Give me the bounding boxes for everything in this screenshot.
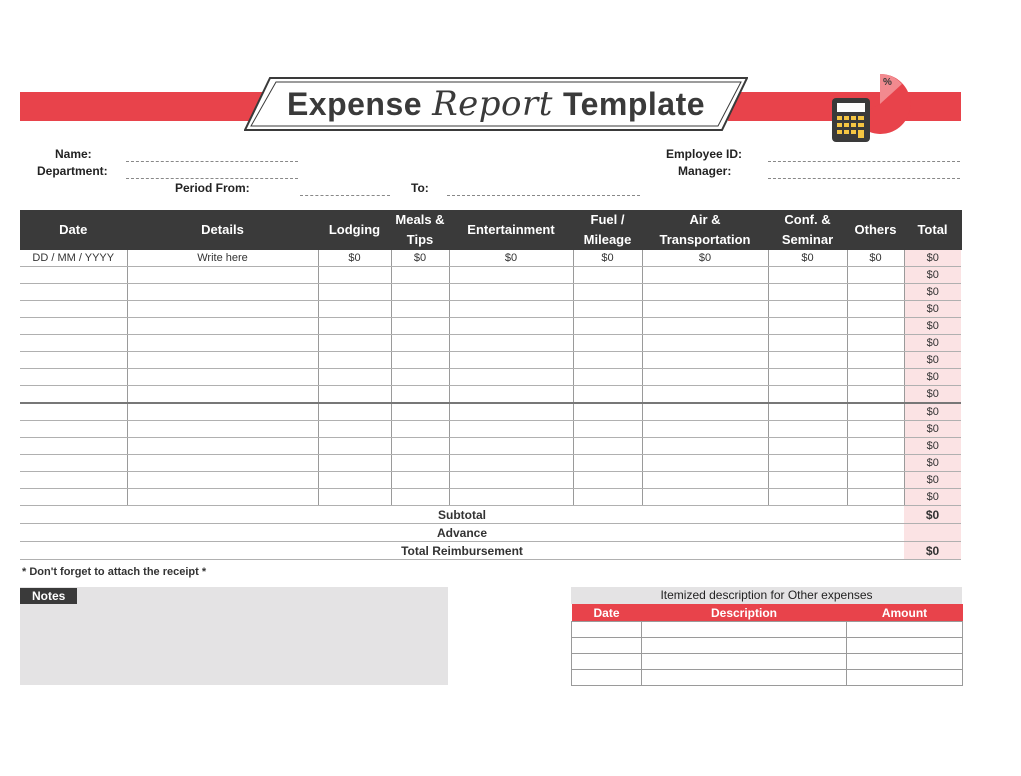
itemized-column-header: Description (642, 604, 847, 622)
date-cell[interactable] (20, 421, 127, 438)
subtotal-label: Subtotal (20, 506, 904, 524)
date-cell[interactable] (20, 267, 127, 284)
date-cell[interactable] (20, 472, 127, 489)
notes-label: Notes (20, 588, 77, 604)
entertainment-cell[interactable] (449, 472, 573, 489)
transportation-cell[interactable] (642, 369, 768, 386)
entertainment-cell[interactable] (449, 369, 573, 386)
itemized-row (572, 670, 963, 686)
entertainment-cell[interactable] (449, 267, 573, 284)
meals-cell[interactable] (391, 489, 449, 506)
meals-cell[interactable] (391, 267, 449, 284)
itemized-cell[interactable] (642, 638, 847, 654)
svg-text:%: % (883, 77, 892, 88)
column-header: Others (847, 210, 904, 250)
conference-cell[interactable] (768, 472, 847, 489)
receipt-reminder: * Don't forget to attach the receipt * (22, 566, 207, 578)
itemized-title: Itemized description for Other expenses (571, 587, 962, 604)
date-cell[interactable] (20, 369, 127, 386)
others-cell[interactable] (847, 318, 904, 335)
period-from-label: Period From: (175, 181, 250, 195)
column-header: Lodging (318, 210, 391, 250)
fuel-cell[interactable] (573, 455, 642, 472)
conference-cell[interactable] (768, 335, 847, 352)
entertainment-cell[interactable] (449, 318, 573, 335)
total-cell: $0 (904, 403, 961, 421)
table-row (20, 386, 961, 404)
entertainment-cell[interactable] (449, 386, 573, 404)
department-field[interactable] (126, 178, 298, 179)
transportation-cell[interactable] (642, 301, 768, 318)
meals-cell[interactable] (391, 318, 449, 335)
date-cell[interactable] (20, 386, 127, 404)
meals-cell[interactable] (391, 369, 449, 386)
meals-cell[interactable] (391, 284, 449, 301)
total-cell: $0 (904, 472, 961, 489)
conference-cell[interactable]: $0 (768, 250, 847, 267)
others-cell[interactable] (847, 438, 904, 455)
others-cell[interactable] (847, 369, 904, 386)
fuel-cell[interactable] (573, 335, 642, 352)
lodging-cell[interactable] (318, 267, 391, 284)
table-row (20, 284, 961, 301)
details-cell[interactable] (127, 421, 318, 438)
itemized-column-header: Amount (847, 604, 963, 622)
table-row (20, 438, 961, 455)
total-cell: $0 (904, 386, 961, 404)
others-cell[interactable] (847, 284, 904, 301)
lodging-cell[interactable] (318, 489, 391, 506)
advance-row (20, 524, 961, 542)
table-row (20, 301, 961, 318)
column-header: Entertainment (449, 210, 573, 250)
expense-table (20, 210, 962, 560)
itemized-row (572, 654, 963, 670)
entertainment-cell[interactable] (449, 301, 573, 318)
manager-label: Manager: (678, 164, 732, 178)
transportation-cell[interactable] (642, 335, 768, 352)
name-label: Name: (55, 147, 92, 161)
details-cell[interactable] (127, 369, 318, 386)
to-label: To: (411, 181, 429, 195)
itemized-cell[interactable] (572, 622, 642, 638)
entertainment-cell[interactable] (449, 438, 573, 455)
page-title: Expense Report Template (286, 84, 706, 124)
date-cell[interactable] (20, 352, 127, 369)
fuel-cell[interactable] (573, 284, 642, 301)
others-cell[interactable] (847, 301, 904, 318)
itemized-cell[interactable] (642, 670, 847, 686)
transportation-cell[interactable] (642, 318, 768, 335)
conference-cell[interactable] (768, 267, 847, 284)
meals-cell[interactable] (391, 335, 449, 352)
itemized-table (571, 604, 963, 686)
total-cell: $0 (904, 438, 961, 455)
lodging-cell[interactable] (318, 369, 391, 386)
lodging-cell[interactable] (318, 284, 391, 301)
transportation-cell[interactable] (642, 284, 768, 301)
details-cell[interactable] (127, 301, 318, 318)
date-cell[interactable] (20, 403, 127, 421)
itemized-cell[interactable] (847, 670, 963, 686)
total-cell: $0 (904, 318, 961, 335)
table-row (20, 267, 961, 284)
transportation-cell[interactable] (642, 421, 768, 438)
lodging-cell[interactable] (318, 455, 391, 472)
itemized-cell[interactable] (572, 654, 642, 670)
itemized-column-header: Date (572, 604, 642, 622)
entertainment-cell[interactable]: $0 (449, 250, 573, 267)
table-row (20, 455, 961, 472)
total-cell: $0 (904, 301, 961, 318)
itemized-cell[interactable] (847, 654, 963, 670)
lodging-cell[interactable] (318, 421, 391, 438)
meals-cell[interactable] (391, 472, 449, 489)
others-cell[interactable] (847, 421, 904, 438)
meals-cell[interactable] (391, 352, 449, 369)
transportation-cell[interactable]: $0 (642, 250, 768, 267)
lodging-cell[interactable] (318, 301, 391, 318)
transportation-cell[interactable] (642, 455, 768, 472)
details-cell[interactable] (127, 386, 318, 404)
total-cell: $0 (904, 335, 961, 352)
meals-cell[interactable] (391, 403, 449, 421)
table-row (20, 421, 961, 438)
conference-cell[interactable] (768, 421, 847, 438)
details-cell[interactable]: Write here (127, 250, 318, 267)
others-cell[interactable] (847, 472, 904, 489)
advance-label: Advance (20, 524, 904, 542)
meals-cell[interactable] (391, 386, 449, 404)
itemized-cell[interactable] (847, 638, 963, 654)
transportation-cell[interactable] (642, 352, 768, 369)
total-cell: $0 (904, 421, 961, 438)
fuel-cell[interactable] (573, 352, 642, 369)
fuel-cell[interactable] (573, 267, 642, 284)
column-header: Conf. & Seminar (768, 210, 847, 250)
lodging-cell[interactable]: $0 (318, 250, 391, 267)
others-cell[interactable] (847, 455, 904, 472)
advance-value[interactable] (904, 524, 961, 542)
title-stripe-left (20, 92, 270, 121)
lodging-cell[interactable] (318, 403, 391, 421)
table-row (20, 318, 961, 335)
conference-cell[interactable] (768, 403, 847, 421)
transportation-cell[interactable] (642, 438, 768, 455)
itemized-cell[interactable] (572, 670, 642, 686)
table-row (20, 403, 961, 421)
date-cell[interactable] (20, 318, 127, 335)
table-row (20, 352, 961, 369)
date-cell[interactable] (20, 335, 127, 352)
table-row (20, 250, 961, 267)
details-cell[interactable] (127, 438, 318, 455)
transportation-cell[interactable] (642, 386, 768, 404)
itemized-row (572, 638, 963, 654)
period-from-field[interactable] (300, 195, 390, 196)
column-header: Air & Transportation (642, 210, 768, 250)
table-header-row (20, 210, 961, 250)
period-to-field[interactable] (447, 195, 640, 196)
notes-area[interactable] (20, 587, 448, 685)
others-cell[interactable] (847, 403, 904, 421)
details-cell[interactable] (127, 335, 318, 352)
conference-cell[interactable] (768, 489, 847, 506)
column-header: Meals & Tips (391, 210, 449, 250)
manager-field[interactable] (768, 178, 960, 179)
total-cell: $0 (904, 284, 961, 301)
others-cell[interactable] (847, 267, 904, 284)
others-cell[interactable] (847, 386, 904, 404)
lodging-cell[interactable] (318, 386, 391, 404)
employee-id-field[interactable] (768, 161, 960, 162)
date-cell[interactable] (20, 489, 127, 506)
date-cell[interactable] (20, 301, 127, 318)
lodging-cell[interactable] (318, 352, 391, 369)
date-cell[interactable] (20, 438, 127, 455)
meals-cell[interactable] (391, 301, 449, 318)
others-cell[interactable] (847, 489, 904, 506)
conference-cell[interactable] (768, 318, 847, 335)
details-cell[interactable] (127, 318, 318, 335)
date-cell[interactable] (20, 284, 127, 301)
entertainment-cell[interactable] (449, 421, 573, 438)
meals-cell[interactable] (391, 421, 449, 438)
others-cell[interactable] (847, 335, 904, 352)
transportation-cell[interactable] (642, 489, 768, 506)
calculator-chart-icon (830, 70, 912, 150)
fuel-cell[interactable] (573, 472, 642, 489)
lodging-cell[interactable] (318, 438, 391, 455)
itemized-cell[interactable] (642, 654, 847, 670)
total-cell: $0 (904, 455, 961, 472)
column-header: Fuel / Mileage (573, 210, 642, 250)
details-cell[interactable] (127, 267, 318, 284)
entertainment-cell[interactable] (449, 403, 573, 421)
fuel-cell[interactable] (573, 301, 642, 318)
total-reimbursement-row (20, 542, 961, 560)
fuel-cell[interactable] (573, 318, 642, 335)
fuel-cell[interactable] (573, 369, 642, 386)
details-cell[interactable] (127, 352, 318, 369)
total-cell: $0 (904, 489, 961, 506)
entertainment-cell[interactable] (449, 335, 573, 352)
itemized-header-row (572, 604, 963, 622)
column-header: Details (127, 210, 318, 250)
meals-cell[interactable] (391, 438, 449, 455)
entertainment-cell[interactable] (449, 284, 573, 301)
itemized-cell[interactable] (572, 638, 642, 654)
subtotal-row (20, 506, 961, 524)
fuel-cell[interactable] (573, 438, 642, 455)
transportation-cell[interactable] (642, 403, 768, 421)
table-row (20, 335, 961, 352)
conference-cell[interactable] (768, 438, 847, 455)
column-header: Total (904, 210, 961, 250)
total-reimbursement-value: $0 (904, 542, 961, 560)
entertainment-cell[interactable] (449, 455, 573, 472)
entertainment-cell[interactable] (449, 489, 573, 506)
transportation-cell[interactable] (642, 472, 768, 489)
fuel-cell[interactable] (573, 403, 642, 421)
table-row (20, 472, 961, 489)
conference-cell[interactable] (768, 284, 847, 301)
lodging-cell[interactable] (318, 318, 391, 335)
total-reimbursement-label: Total Reimbursement (20, 542, 904, 560)
date-cell[interactable] (20, 455, 127, 472)
details-cell[interactable] (127, 455, 318, 472)
table-row (20, 369, 961, 386)
subtotal-value: $0 (904, 506, 961, 524)
transportation-cell[interactable] (642, 267, 768, 284)
total-cell: $0 (904, 369, 961, 386)
fuel-cell[interactable] (573, 421, 642, 438)
conference-cell[interactable] (768, 386, 847, 404)
fuel-cell[interactable]: $0 (573, 250, 642, 267)
fuel-cell[interactable] (573, 489, 642, 506)
lodging-cell[interactable] (318, 335, 391, 352)
details-cell[interactable] (127, 472, 318, 489)
meals-cell[interactable]: $0 (391, 250, 449, 267)
name-field[interactable] (126, 161, 298, 162)
fuel-cell[interactable] (573, 386, 642, 404)
conference-cell[interactable] (768, 352, 847, 369)
conference-cell[interactable] (768, 369, 847, 386)
details-cell[interactable] (127, 489, 318, 506)
table-row (20, 489, 961, 506)
conference-cell[interactable] (768, 455, 847, 472)
others-cell[interactable] (847, 352, 904, 369)
details-cell[interactable] (127, 403, 318, 421)
others-cell[interactable]: $0 (847, 250, 904, 267)
date-cell[interactable]: DD / MM / YYYY (20, 250, 127, 267)
department-label: Department: (37, 164, 108, 178)
itemized-cell[interactable] (642, 622, 847, 638)
details-cell[interactable] (127, 284, 318, 301)
itemized-cell[interactable] (847, 622, 963, 638)
column-header: Date (20, 210, 127, 250)
meals-cell[interactable] (391, 455, 449, 472)
lodging-cell[interactable] (318, 472, 391, 489)
itemized-row (572, 622, 963, 638)
total-cell: $0 (904, 352, 961, 369)
conference-cell[interactable] (768, 301, 847, 318)
title-banner (244, 77, 748, 131)
employee-id-label: Employee ID: (666, 147, 743, 161)
total-cell: $0 (904, 267, 961, 284)
entertainment-cell[interactable] (449, 352, 573, 369)
total-cell: $0 (904, 250, 961, 267)
